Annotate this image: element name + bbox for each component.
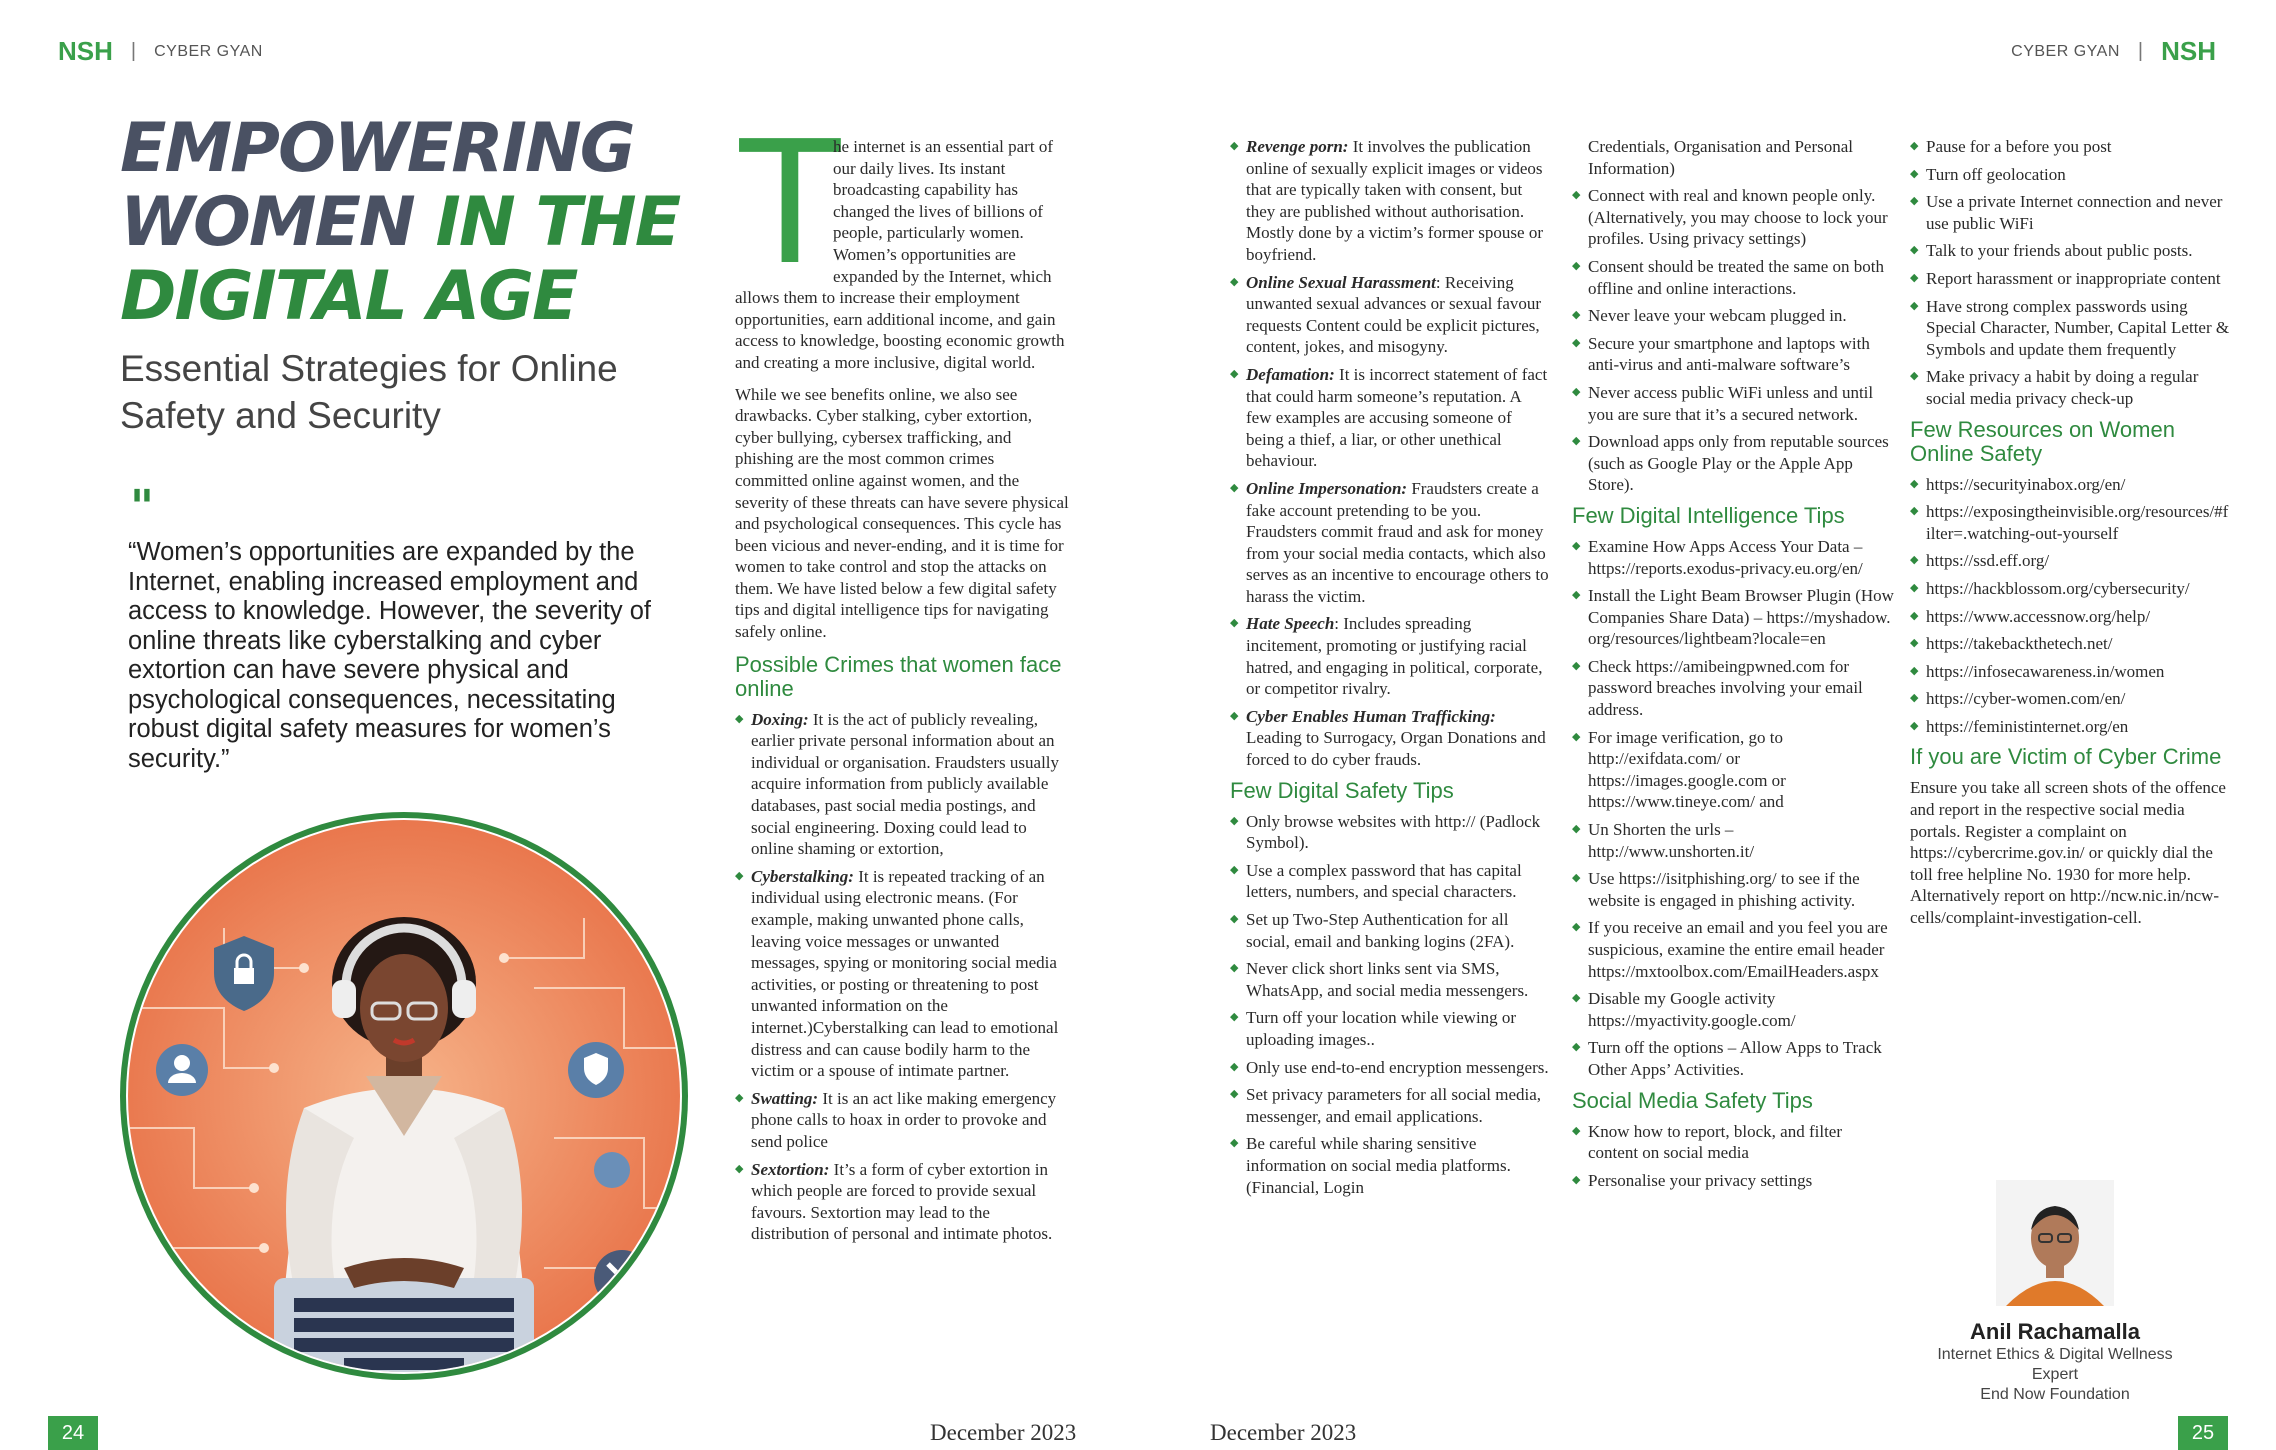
article-column-4 (1910, 136, 2230, 939)
term-label: Doxing: (751, 709, 809, 729)
list-item: ◆ Never click short links sent via SMS, WhatsApp, and social media messengers. (1230, 958, 1550, 1001)
list-item (735, 1159, 1070, 1245)
intelligence-tips-list (1572, 536, 1894, 1081)
list-item: ◆ Secure your smartphone and laptops with anti-virus and anti-malware software’s (1572, 333, 1894, 376)
resource-link: ◆ https://feministinternet.org/en (1910, 716, 2230, 738)
list-item: ◆ Consent should be treated the same on both offline and online interactions. (1572, 256, 1894, 299)
resources-list (1910, 474, 2230, 738)
resource-link: ◆ https://takebackthetech.net/ (1910, 633, 2230, 655)
safety-tips-list (1230, 811, 1550, 1199)
quote-mark-icon: " (130, 480, 154, 534)
section-heading: If you are Victim of Cyber Crime (1910, 744, 2222, 770)
author-name: Anil Rachamalla (1970, 1319, 2140, 1344)
continued-text: Credentials, Organisation and Personal Information) (1588, 137, 1854, 178)
list-item: ◆ Turn off your location while viewing or uploading images.. (1230, 1007, 1550, 1050)
header-right (2011, 36, 2216, 67)
list-item: ◆ Only browse websites with http:// (Padlock Symbol). (1230, 811, 1550, 854)
list-item: ◆ Make privacy a habit by doing a regular social media privacy check-up (1910, 366, 2230, 409)
list-item: ◆ Be careful while sharing sensitive information on social media platforms. (Financial, Login (1230, 1133, 1550, 1198)
section-heading: Possible Crimes that women face online (735, 651, 1062, 701)
list-item (735, 709, 1070, 860)
header-separator: | (130, 40, 137, 62)
list-item: ◆ Turn off the options – Allow Apps to Track Other Apps’ Activities. (1572, 1037, 1894, 1080)
article-subtitle: Essential Strategies for Online Safety and Security (120, 348, 618, 436)
title-line: EMPOWERING (120, 109, 634, 188)
section-label: CYBER GYAN (154, 42, 263, 60)
list-item (735, 1088, 1070, 1153)
list-item: ◆ Never leave your webcam plugged in. (1572, 305, 1894, 327)
term-label: Online Impersonation: (1246, 478, 1408, 498)
article-column-2 (1230, 136, 1550, 1204)
list-item (1230, 364, 1550, 472)
author-organisation: End Now Foundation (1980, 1386, 2130, 1403)
list-item: ◆ Un Shorten the urls – http://www.unshorten.it/ (1572, 819, 1894, 862)
list-item: ◆ Connect with real and known people only. (Alternatively, you may choose to lock your profiles. Using privacy settings) (1572, 185, 1894, 250)
term-text: It is an act like making emergency phone calls to hoax in order to provoke and send police (751, 1088, 1057, 1151)
term-label: Hate Speech (1246, 614, 1335, 634)
list-item: ◆ Disable my Google activity https://myactivity.google.com/ (1572, 988, 1894, 1031)
author-block (1920, 1180, 2190, 1405)
list-item: ◆ Turn off geolocation (1910, 164, 2230, 186)
term-text: It is incorrect statement of fact that could harm someone’s reputation. A few examples are accusing someone of being a thief, a liar, or other unethical behaviour. (1246, 364, 1548, 471)
term-text: It is the act of publicly revealing, earlier private personal information about an individual or organisation. Fraudsters usually acquire information from publicly available databases, past social media postings, and social engineering. Doxing could lead to online shaming or extortion, (751, 709, 1060, 859)
list-item: ◆ Install the Light Beam Browser Plugin (How Companies Share Data) – https://myshadow.org/resources/lightbeam?locale=en (1572, 585, 1894, 650)
list-item: ◆ Report harassment or inappropriate content (1910, 268, 2230, 290)
resource-link: ◆ https://cyber-women.com/en/ (1910, 688, 2230, 710)
title-line (120, 183, 700, 262)
woman-laptop-illustration (104, 808, 704, 1383)
list-item: ◆ For image verification, go to http://exifdata.com/ or https://images.google.com or https://www.tineye.com/ and (1572, 727, 1894, 813)
brand-logo: NSH (2161, 36, 2216, 66)
list-item: ◆ Use a private Internet connection and never use public WiFi (1910, 191, 2230, 234)
resource-link: ◆ https://www.accessnow.org/help/ (1910, 606, 2230, 628)
section-heading: Few Digital Safety Tips (1230, 777, 1454, 803)
body-paragraph: While we see benefits online, we also see drawbacks. Cyber stalking, cyber extortion, cyber bullying, cybersex trafficking, and phishing are the most common crimes committed online against women, and the severity of these threats can have severe physical and psychological consequences. This cycle has been vicious and never-ending, and it is time for women to take control and stop the attacks on them. We have listed below a few digital safety tips and digital intelligence tips for navigating safely online. (735, 384, 1069, 642)
list-item (1230, 706, 1550, 771)
list-item: ◆ Talk to your friends about public posts. (1910, 240, 2230, 262)
resource-link: ◆ https://exposingtheinvisible.org/resources/#filter=.watching-out-yourself (1910, 501, 2230, 544)
list-item: ◆ Only use end-to-end encryption messengers. (1230, 1057, 1550, 1079)
term-text: : Includes spreading incitement, promoting or justifying racial hatred, and engaging in political, corporate, or competitor rivalry. (1246, 614, 1543, 699)
list-item: ◆ Pause for a before you post (1910, 136, 2230, 158)
footer-date-left: December 2023 (930, 1420, 1077, 1445)
term-text: It’s a form of cyber extortion in which people are forced to provide sexual favours. Sextortion may lead to the distribution of personal and intimate photos. (751, 1159, 1053, 1244)
article-column-3 (1572, 136, 1894, 1197)
intro-paragraph: he internet is an essential part of our daily lives. Its instant broadcasting capability has changed the lives of billions of people, particularly women. Women’s opportunities are expanded by the Internet, which allows them to increase their employment opportunities, earn additional income, and gain access to knowledge, boosting economic growth and creating a more inclusive, digital world. (735, 137, 1065, 372)
article-title (120, 109, 700, 336)
list-item: ◆ Personalise your privacy settings (1572, 1170, 1894, 1192)
header-left (58, 36, 263, 67)
list-item: ◆ Set privacy parameters for all social media, messenger, and email applications. (1230, 1084, 1550, 1127)
term-label: Defamation: (1246, 364, 1335, 384)
list-item (1230, 613, 1550, 699)
term-text: Fraudsters create a fake account pretending to be you. Fraudsters commit fraud and ask for money from your social media contacts, which also serves as an incentive to encourage others to harass the victim. (1246, 478, 1549, 606)
crimes-list-continued (1230, 136, 1550, 771)
section-heading: Few Digital Intelligence Tips (1572, 502, 1845, 528)
victim-paragraph: Ensure you take all screen shots of the offence and report in the respective social media portals. Register a complaint on https://cybercrime.gov.in/ or quickly dial the toll free helpline No. 1930 for more help. Alternatively report on http://ncw.nic.in/ncw-cells/complaint-investigation-cell. (1910, 778, 2226, 928)
term-label: Swatting: (751, 1088, 819, 1108)
list-item: ◆ Examine How Apps Access Your Data – https://reports.exodus-privacy.eu.org/en/ (1572, 536, 1894, 579)
header-separator: | (2137, 40, 2144, 62)
term-text: Leading to Surrogacy, Organ Donations and forced to do cyber frauds. (1246, 728, 1546, 770)
list-item: ◆ Never access public WiFi unless and until you are sure that it’s a secured network. (1572, 382, 1894, 425)
author-photo (1996, 1180, 2114, 1306)
resource-link: ◆ https://ssd.eff.org/ (1910, 550, 2230, 572)
list-item: ◆ Set up Two-Step Authentication for all social, email and banking logins (2FA). (1230, 909, 1550, 952)
term-label: Sextortion: (751, 1159, 830, 1179)
page-number-right: 25 (2178, 1416, 2228, 1450)
term-text: : Receiving unwanted sexual advances or sexual favour requests Content could be explicit pictures, content, jokes, and misogyny. (1246, 272, 1542, 357)
list-item: ◆ Have strong complex passwords using Special Character, Number, Capital Letter & Symbols and update them frequently (1910, 296, 2230, 361)
term-label: Cyber Enables Human Trafficking: (1246, 706, 1496, 726)
social-tips-list-continued (1910, 136, 2230, 410)
list-item: ◆ Use a complex password that has capital letters, numbers, and special characters. (1230, 860, 1550, 903)
list-item (1230, 478, 1550, 608)
term-text: It involves the publication online of sexually explicit images or videos that are typically taken with consent, but they are published without authorisation. Mostly done by a victim’s former spouse or boyfriend. (1246, 137, 1543, 264)
resource-link: ◆ https://securityinabox.org/en/ (1910, 474, 2230, 496)
list-item: ◆ If you receive an email and you feel you are suspicious, examine the entire email header https://mxtoolbox.com/EmailHeaders.aspx (1572, 917, 1894, 982)
resource-link: ◆ https://infosecawareness.in/women (1910, 661, 2230, 683)
term-label: Cyberstalking: (751, 866, 854, 886)
social-tips-list (1572, 1121, 1894, 1192)
list-item: ◆ Know how to report, block, and filter content on social media (1572, 1121, 1894, 1164)
list-item: ◆ Download apps only from reputable sources (such as Google Play or the Apple App Store). (1572, 431, 1894, 496)
list-item: ◆ Check https://amibeingpwned.com for password breaches involving your email address. (1572, 656, 1894, 721)
list-item (1230, 272, 1550, 358)
title-part: WOMEN (120, 183, 436, 262)
title-line: DIGITAL AGE (120, 257, 577, 336)
crimes-list (735, 709, 1070, 1245)
list-item: ◆ Use https://isitphishing.org/ to see if the website is engaged in phishing activity. (1572, 868, 1894, 911)
term-label: Revenge porn: (1246, 137, 1349, 156)
pull-quote: “Women’s opportunities are expanded by the Internet, enabling increased employment and access to knowledge. However, the severity of online threats like cyberstalking and cyber extortion can have severe physical and psychological consequences, necessitating robust digital safety measures for women’s security.” (128, 538, 652, 773)
footer-date-right: December 2023 (1210, 1420, 1357, 1445)
title-part: IN THE (435, 183, 680, 262)
section-label: CYBER GYAN (2011, 42, 2120, 60)
section-heading: Social Media Safety Tips (1572, 1087, 1813, 1113)
article-column-1 (735, 100, 1070, 1251)
term-text: It is repeated tracking of an individual using electronic means. (For example, making unwanted phone calls, leaving voice messages or unwanted messages, spying or monitoring social media activities, or posting or threatening to post unwanted information on the internet.)Cyberstalking can lead to emotional distress and can cause bodily harm to the victim or a spouse of intimate partner. (751, 866, 1059, 1081)
list-item (1230, 136, 1550, 266)
section-heading: Few Resources on Women Online Safety (1910, 416, 2175, 466)
safety-tips-list-continued (1572, 185, 1894, 496)
drop-cap: T (735, 100, 845, 301)
author-role: Internet Ethics & Digital Wellness Expert (1937, 1346, 2173, 1383)
page-number-left: 24 (48, 1416, 98, 1450)
resource-link: ◆ https://hackblossom.org/cybersecurity/ (1910, 578, 2230, 600)
term-label: Online Sexual Harassment (1246, 272, 1436, 292)
brand-logo: NSH (58, 36, 113, 66)
list-item (735, 866, 1070, 1082)
